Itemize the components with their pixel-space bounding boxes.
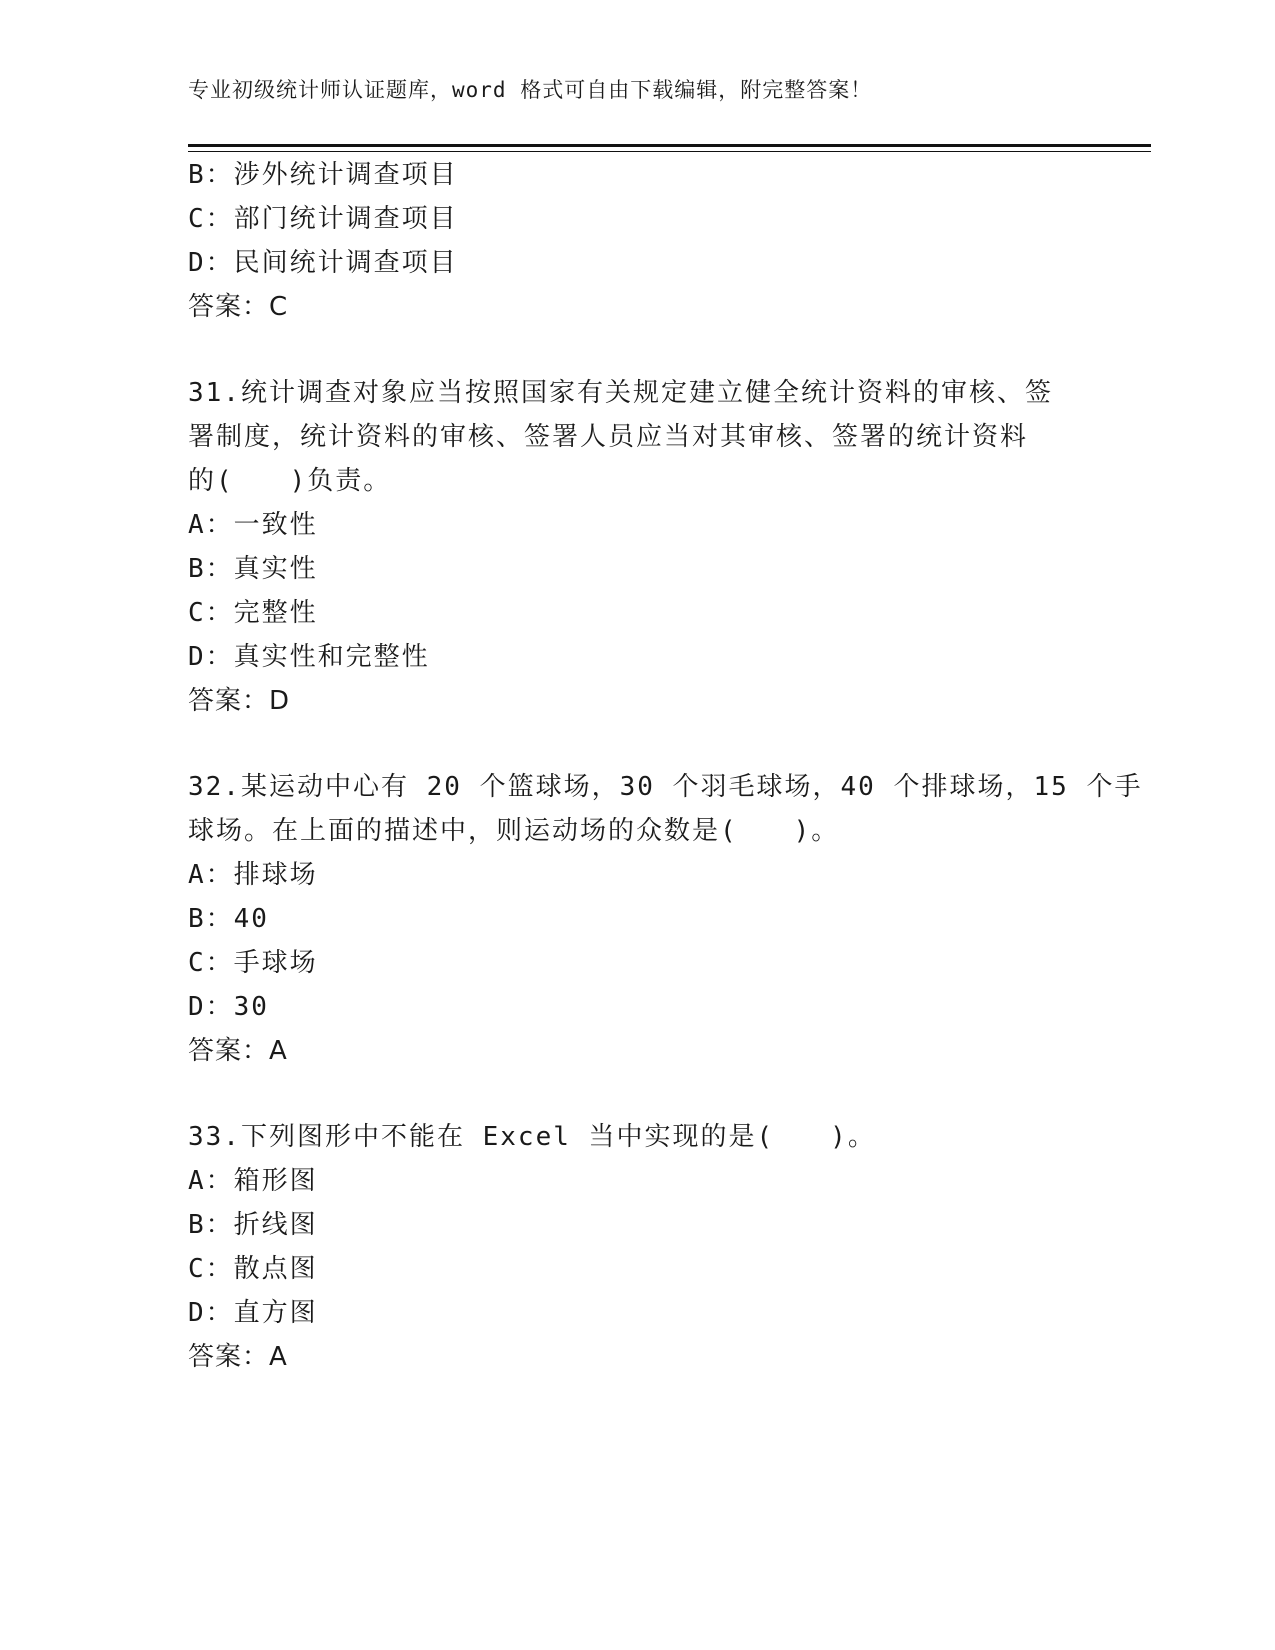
option-d: D：真实性和完整性 [188,642,430,672]
header-rule-thin [188,151,1151,152]
header-rule-thick [188,144,1151,147]
option-a: A：排球场 [188,860,318,890]
option-c: C：手球场 [188,948,318,978]
question-stem: 33.下列图形中不能在 Excel 当中实现的是( )。 [188,1122,876,1152]
answer: 答案：C [188,292,289,322]
option-b: B：真实性 [188,554,318,584]
option-a: A：一致性 [188,510,318,540]
question-stem: 球场。在上面的描述中，则运动场的众数是( )。 [188,816,840,846]
answer: 答案：D [188,686,291,716]
option-c: C：散点图 [188,1254,318,1284]
question-stem: 32.某运动中心有 20 个篮球场，30 个羽毛球场，40 个排球场，15 个手 [188,772,1143,802]
option-b: B：涉外统计调查项目 [188,160,458,190]
question-stem: 的( )负责。 [188,466,392,496]
page-header: 专业初级统计师认证题库，word 格式可自由下载编辑，附完整答案！ [188,78,873,102]
option-a: A：箱形图 [188,1166,318,1196]
option-d: D：30 [188,992,269,1022]
option-b: B：折线图 [188,1210,318,1240]
option-d: D：直方图 [188,1298,318,1328]
question-stem: 署制度，统计资料的审核、签署人员应当对其审核、签署的统计资料 [188,422,1029,452]
question-stem: 31.统计调查对象应当按照国家有关规定建立健全统计资料的审核、签 [188,378,1053,408]
option-c: C：完整性 [188,598,318,628]
option-d: D：民间统计调查项目 [188,248,458,278]
option-c: C：部门统计调查项目 [188,204,458,234]
answer: 答案：A [188,1036,288,1066]
option-b: B：40 [188,904,269,934]
answer: 答案：A [188,1342,288,1372]
